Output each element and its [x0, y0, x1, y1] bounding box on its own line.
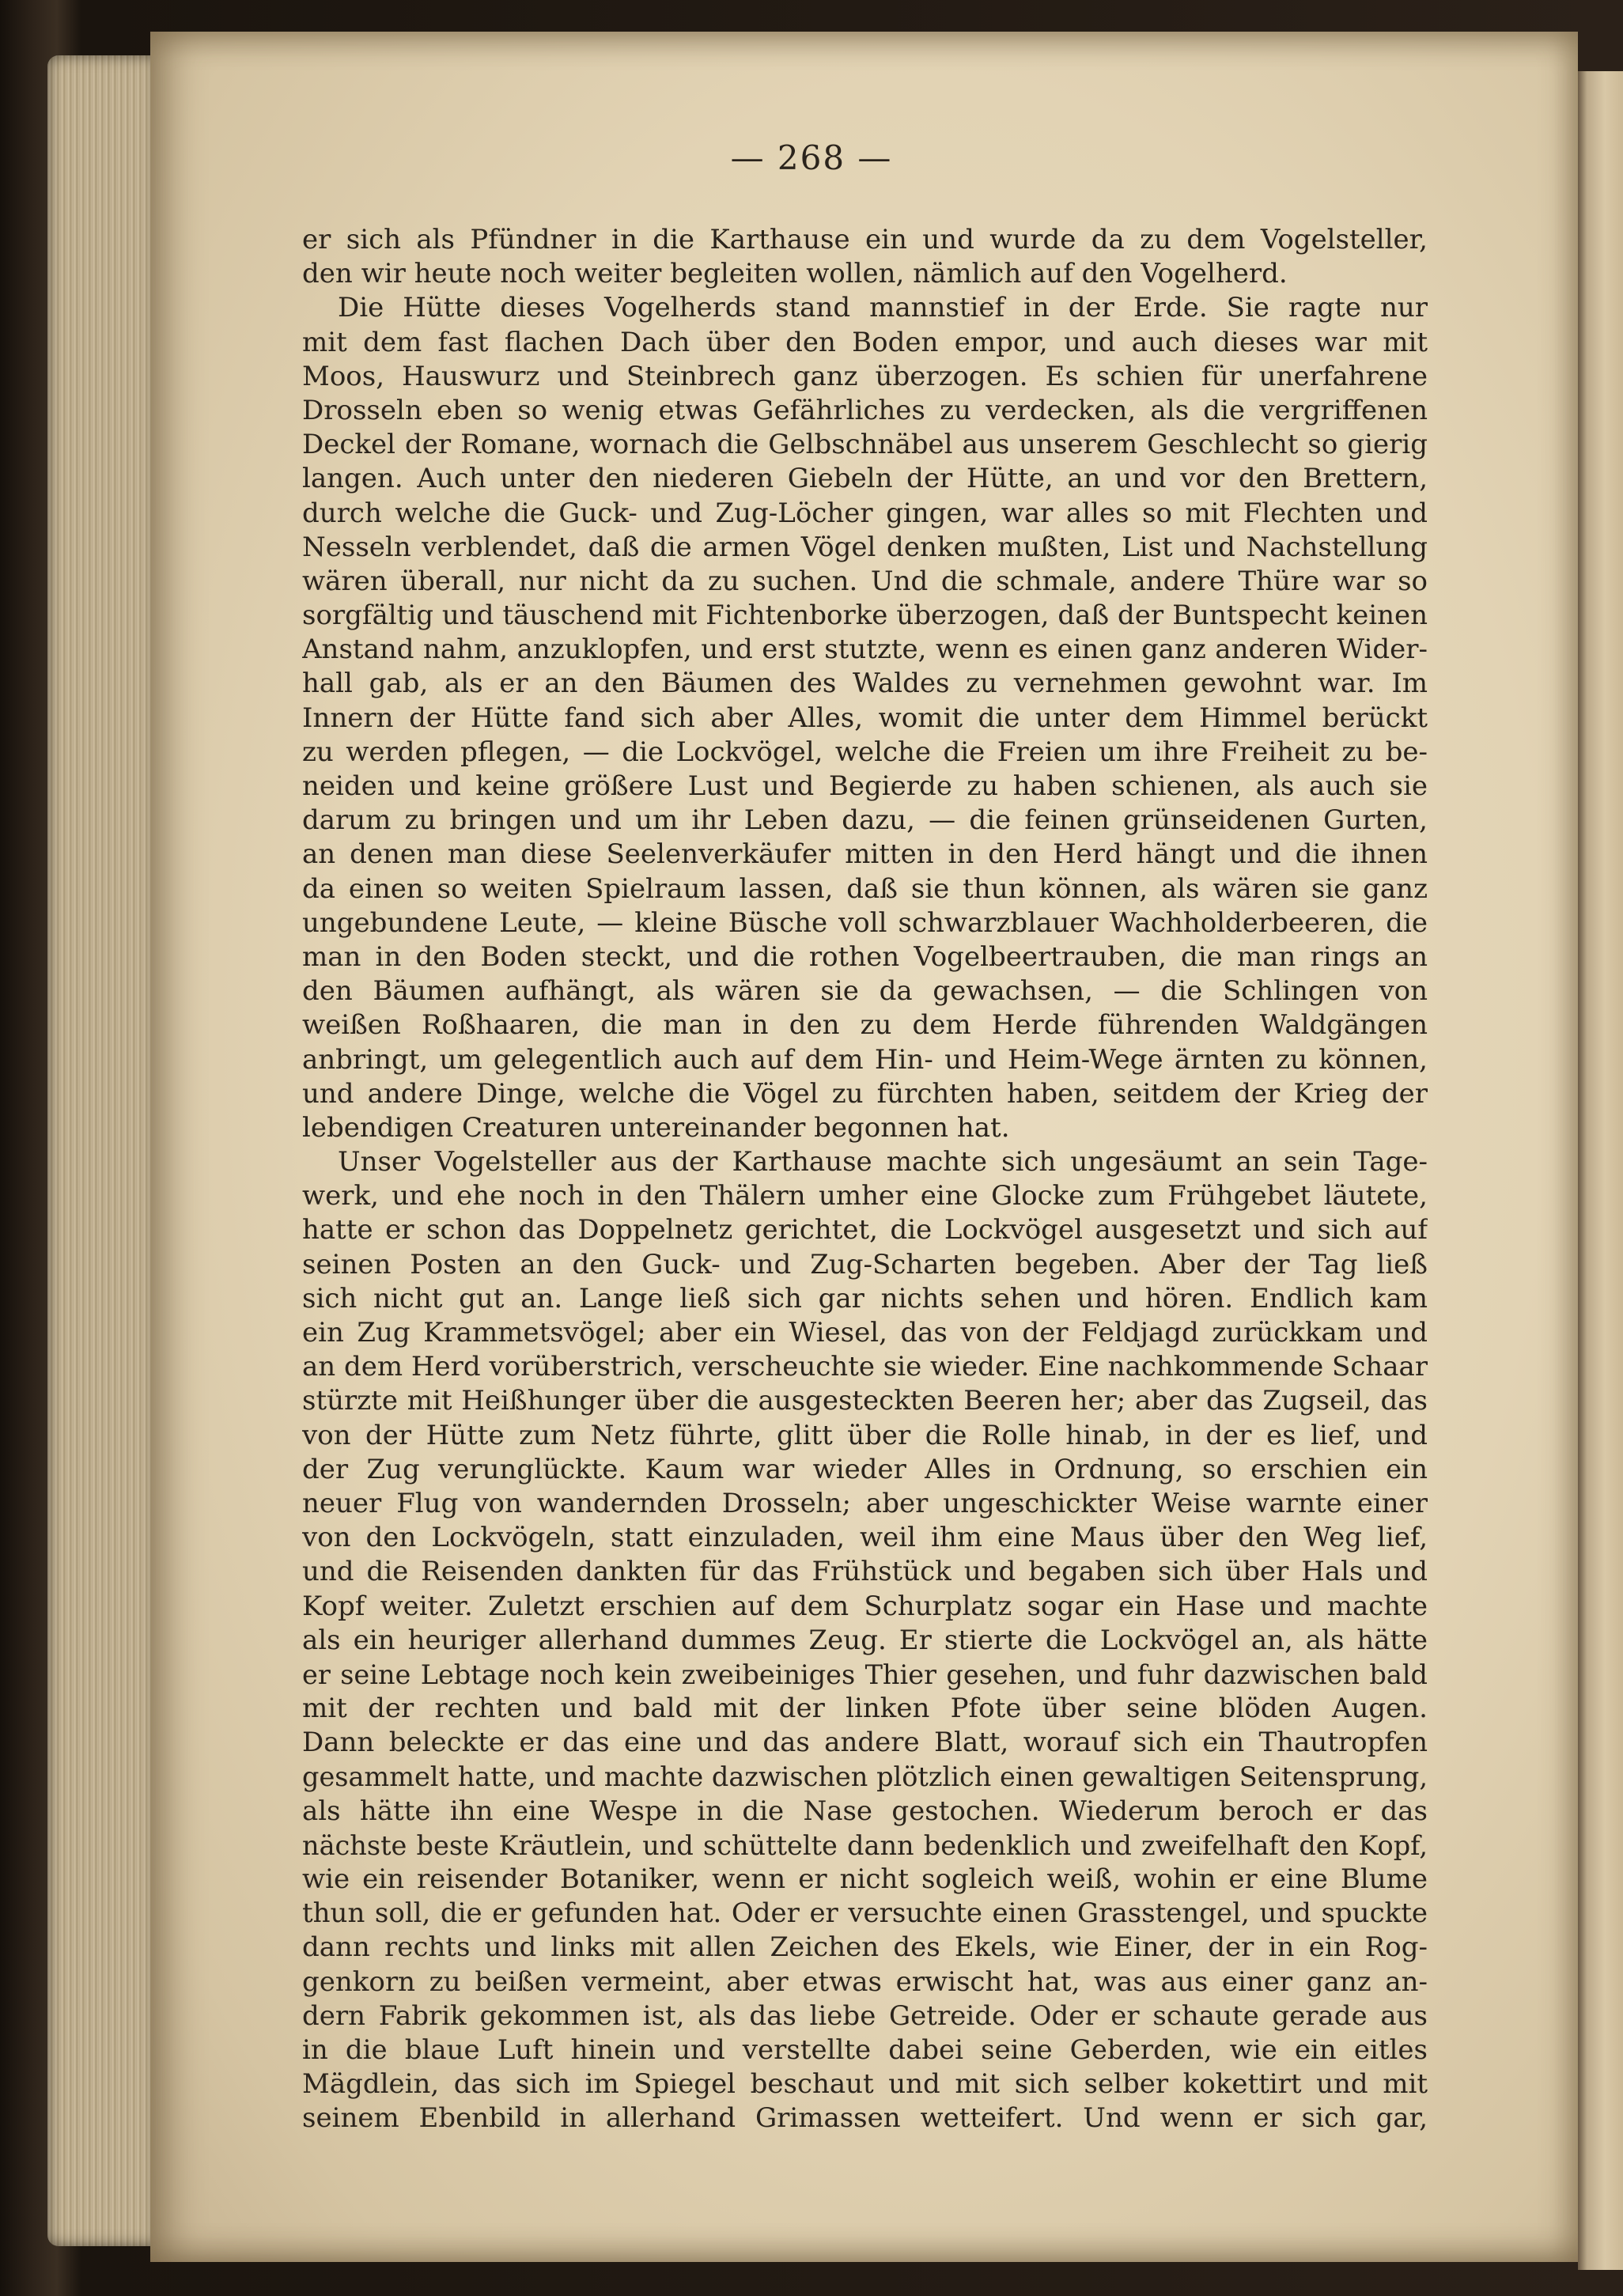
text-line: den wir heute noch weiter begleiten wollen, nämlich auf den Vogelherd. [302, 258, 1288, 290]
text-line: Die Hütte dieses Vogelherds stand mannstief in der Erde. Sie ragte nur [338, 292, 1428, 324]
body-text [302, 223, 1428, 2136]
text-line: von der Hütte zum Netz führte, glitt über die Rolle hinab, in der es lief, und [302, 1419, 1428, 1451]
text-line: seinem Ebenbild in allerhand Grimassen wetteifert. Und wenn er sich gar, [302, 2102, 1428, 2135]
text-line: zu werden pflegen, — die Lockvögel, welche die Freien um ihre Freiheit zu be- [302, 736, 1428, 768]
text-line: anbringt, um gelegentlich auch auf dem Hin- und Heim-Wege ärnten zu können, [302, 1043, 1428, 1076]
text-line: von den Lockvögeln, statt einzuladen, weil ihm eine Maus über den Weg lief, [302, 1522, 1428, 1554]
text-line: er sich als Pfündner in die Karthause ein und wurde da zu dem Vogelsteller, [302, 224, 1428, 255]
text-line: langen. Auch unter den niederen Giebeln der Hütte, an und vor den Brettern, [302, 463, 1428, 495]
text-line: Deckel der Romane, wornach die Gelbschnäbel aus unserem Geschlecht so gierig [302, 429, 1428, 461]
text-line: weißen Roßhaaren, die man in den zu dem Herde führenden Waldgängen [302, 1009, 1428, 1042]
text-line: in die blaue Luft hinein und verstellte dabei seine Geberden, wie ein eitles [302, 2033, 1428, 2066]
text-line: Mägdlein, das sich im Spiegel beschaut und mit sich selber kokettirt und mit [302, 2068, 1428, 2101]
text-line: mit dem fast flachen Dach über den Boden empor, und auch dieses war mit [302, 326, 1428, 358]
text-line: neiden und keine größere Lust und Begierde zu haben schienen, als auch sie [302, 770, 1428, 802]
text-line: thun soll, die er gefunden hat. Oder er versuchte einen Grasstengel, und spuckte [302, 1897, 1428, 1930]
text-line: genkorn zu beißen vermeint, aber etwas erwischt hat, was aus einer ganz an- [302, 1965, 1428, 1998]
text-line: hall gab, als er an den Bäumen des Waldes zu vernehmen gewohnt war. Im [302, 668, 1428, 700]
text-line: Unser Vogelsteller aus der Karthause machte sich ungesäumt an sein Tage- [338, 1146, 1428, 1178]
text-line: darum zu bringen und um ihr Leben dazu, — die feinen grünseidenen Gurten, [302, 804, 1428, 837]
text-line: wären überall, nur nicht da zu suchen. Und die schmale, andere Thüre war so [302, 565, 1428, 597]
text-line: stürzte mit Heißhunger über die ausgesteckten Beeren her; aber das Zugseil, das [302, 1385, 1428, 1417]
page-number: — 268 — [730, 138, 893, 177]
text-line: nächste beste Kräutlein, und schüttelte dann bedenklich und zweifelhaft den Kopf, [302, 1829, 1428, 1861]
text-line: sich nicht gut an. Lange ließ sich gar nichts sehen und hören. Endlich kam [302, 1282, 1428, 1314]
text-line: sorgfältig und täuschend mit Fichtenborke überzogen, daß der Buntspecht keinen [302, 600, 1428, 632]
text-line: wie ein reisender Botaniker, wenn er nicht sogleich weiß, wohin er eine Blume [302, 1863, 1428, 1895]
text-line: seinen Posten an den Guck- und Zug-Scharten begeben. Aber der Tag ließ [302, 1248, 1428, 1280]
text-line: Anstand nahm, anzuklopfen, und erst stutzte, wenn es einen ganz anderen Wider- [302, 634, 1428, 666]
text-line: mit der rechten und bald mit der linken Pfote über seine blöden Augen. [302, 1693, 1428, 1725]
text-line: an dem Herd vorüberstrich, verscheuchte sie wieder. Eine nachkommende Schaar [302, 1351, 1428, 1383]
text-line: ungebundene Leute, — kleine Büsche voll schwarzblauer Wachholderbeeren, die [302, 906, 1428, 939]
text-line: als hätte ihn eine Wespe in die Nase gestochen. Wiederum beroch er das [302, 1795, 1428, 1827]
text-line: hatte er schon das Doppelnetz gerichtet, die Lockvögel ausgesetzt und sich auf [302, 1214, 1428, 1246]
text-line: werk, und ehe noch in den Thälern umher eine Glocke zum Frühgebet läutete, [302, 1180, 1428, 1212]
text-line: den Bäumen aufhängt, als wären sie da gewachsen, — die Schlingen von [302, 975, 1428, 1008]
text-line: er seine Lebtage noch kein zweibeiniges Thier gesehen, und fuhr dazwischen bald [302, 1659, 1428, 1690]
text-line: Nesseln verblendet, daß die armen Vögel denken mußten, List und Nachstellung [302, 531, 1428, 563]
text-line: Dann beleckte er das eine und das andere Blatt, worauf sich ein Thautropfen [302, 1727, 1428, 1759]
text-line: Kopf weiter. Zuletzt erschien auf dem Schurplatz sogar ein Hase und machte [302, 1590, 1428, 1622]
text-line: durch welche die Guck- und Zug-Löcher gingen, war alles so mit Flechten und [302, 497, 1428, 529]
text-line: Drosseln eben so wenig etwas Gefährliches zu verdecken, als die vergriffenen [302, 394, 1428, 426]
next-page-edge [1578, 71, 1623, 2270]
text-line: als ein heuriger allerhand dummes Zeug. Er stierte die Lockvögel an, als hätte [302, 1624, 1428, 1656]
page-edges [47, 55, 158, 2246]
text-line: da einen so weiten Spielraum lassen, daß sie thun können, als wären sie ganz [302, 872, 1428, 905]
text-line: dann rechts und links mit allen Zeichen des Ekels, wie Einer, der in ein Rog- [302, 1931, 1428, 1964]
text-line: und andere Dinge, welche die Vögel zu fürchten haben, seitdem der Krieg der [302, 1077, 1428, 1110]
text-line: der Zug verunglückte. Kaum war wieder Alles in Ordnung, so erschien ein [302, 1453, 1428, 1485]
text-line: und die Reisenden dankten für das Frühstück und begaben sich über Hals und [302, 1556, 1428, 1588]
text-line: man in den Boden steckt, und die rothen Vogelbeertrauben, die man rings an [302, 940, 1428, 973]
text-line: Innern der Hütte fand sich aber Alles, womit die unter dem Himmel berückt [302, 702, 1428, 734]
text-line: neuer Flug von wandernden Drosseln; aber ungeschickter Weise warnte einer [302, 1487, 1428, 1519]
text-line: an denen man diese Seelenverkäufer mitten in den Herd hängt und die ihnen [302, 838, 1428, 871]
text-line: Moos, Hauswurz und Steinbrech ganz überzogen. Es schien für unerfahrene [302, 360, 1428, 392]
text-line: gesammelt hatte, und machte dazwischen plötzlich einen gewaltigen Seitensprung, [302, 1761, 1428, 1793]
text-line: ein Zug Krammetsvögel; aber ein Wiesel, das von der Feldjagd zurückkam und [302, 1317, 1428, 1348]
text-line: lebendigen Creaturen untereinander begonnen hat. [302, 1111, 1010, 1144]
text-line: dern Fabrik gekommen ist, als das liebe Getreide. Oder er schaute gerade aus [302, 1999, 1428, 2032]
